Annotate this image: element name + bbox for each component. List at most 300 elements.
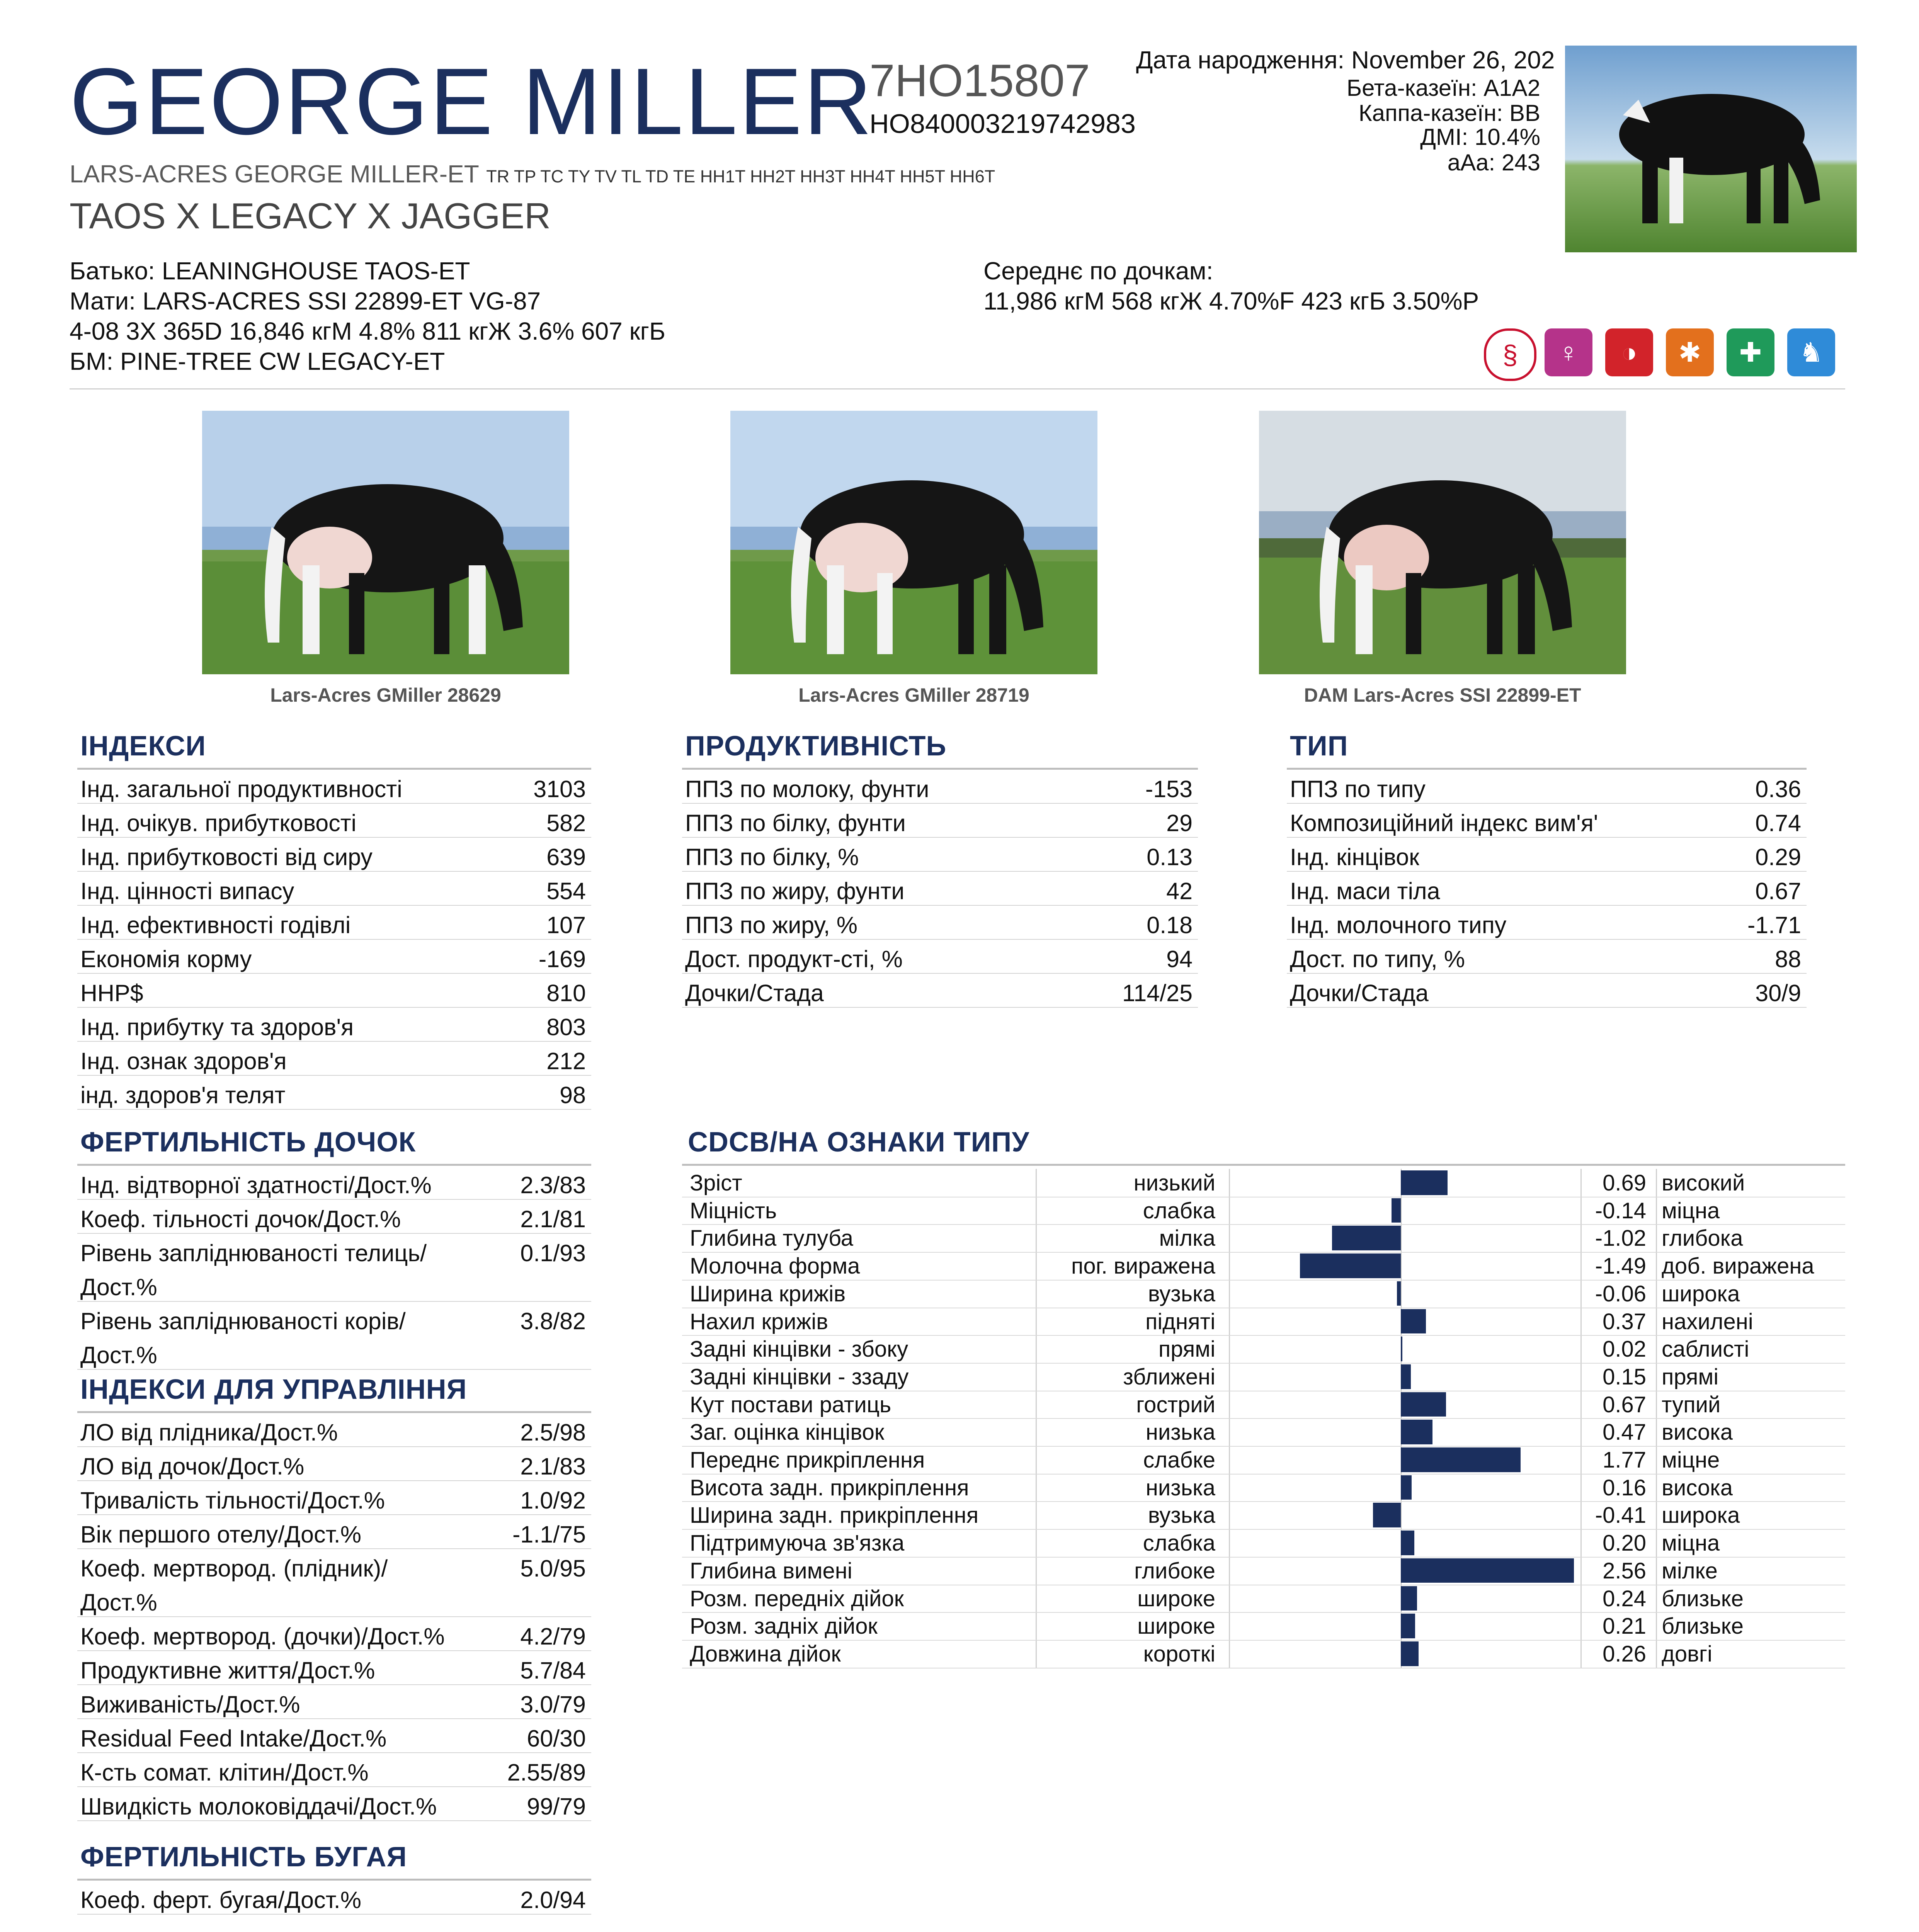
type-row-value: -1.71 <box>1747 912 1801 938</box>
type-trait-bar <box>1401 1558 1574 1583</box>
management-row-value: 99/79 <box>527 1793 586 1820</box>
header-divider <box>70 388 1845 389</box>
management-row-label: Тривалість тільності/Дост.% <box>80 1487 385 1514</box>
type-trait-bar <box>1401 1586 1417 1611</box>
indexes-row <box>80 879 586 913</box>
health-icon: ✚ <box>1727 328 1774 376</box>
production-title: ПРОДУКТИВНІСТЬ <box>685 731 947 762</box>
sire-code: 7HO15807 <box>869 55 1090 106</box>
feed-efficiency-icon: ✱ <box>1666 328 1714 376</box>
management-row-divider <box>77 1820 591 1821</box>
program-badges <box>1484 328 1847 379</box>
type-row-value: 88 <box>1775 946 1801 972</box>
type-trait-bar <box>1300 1253 1401 1278</box>
type-trait-value: -0.14 <box>1595 1198 1646 1223</box>
type-trait-value: 0.67 <box>1603 1392 1646 1417</box>
management-row-divider <box>77 1718 591 1719</box>
production-row-label: Дост. продукт-сті, % <box>685 946 903 972</box>
production-row-label: ППЗ по жиру, фунти <box>685 878 905 904</box>
fertility_daughters-row <box>80 1242 586 1310</box>
type-trait-bar <box>1401 1170 1448 1195</box>
type-row-value: 0.36 <box>1755 776 1801 802</box>
type-trait-bar <box>1401 1475 1412 1500</box>
production-row-label: ППЗ по молоку, фунти <box>685 776 929 802</box>
indexes-row-value: 810 <box>546 980 586 1006</box>
management-row <box>80 1489 586 1523</box>
type-trait-row-divider <box>682 1252 1845 1253</box>
type-trait-row-divider <box>682 1612 1845 1613</box>
indexes-row-divider <box>77 871 591 872</box>
select-sires-icon: § <box>1484 328 1536 381</box>
type-trait-high-label: прямі <box>1662 1364 1719 1389</box>
production-row-value: 114/25 <box>1122 980 1193 1006</box>
production-row-label: ППЗ по білку, фунти <box>685 810 906 836</box>
fertility_daughters-rule <box>77 1164 591 1166</box>
sire-name: GEORGE MILLER <box>70 48 874 154</box>
type-row-label: Дост. по типу, % <box>1290 946 1465 972</box>
production-row-divider <box>682 973 1198 974</box>
type-trait-bar <box>1401 1531 1414 1555</box>
type-trait-high-label: нахилені <box>1662 1309 1753 1334</box>
type-trait-high-label: широка <box>1662 1503 1740 1528</box>
indexes-row-divider <box>77 1075 591 1076</box>
production-row <box>685 811 1193 845</box>
daughter-photo-2 <box>730 411 1097 674</box>
management-row-value: 1.0/92 <box>520 1487 586 1514</box>
type-row-divider <box>1287 871 1807 872</box>
female-icon: ♀ <box>1545 328 1592 376</box>
mgs-line: БМ: PINE-TREE CW LEGACY-ET <box>70 347 445 375</box>
type-trait-low-label: широке <box>1137 1586 1215 1611</box>
type-trait-high-label: довгі <box>1662 1641 1712 1667</box>
indexes-row-label: інд. здоров'я телят <box>80 1082 286 1108</box>
type-trait-value: -1.02 <box>1595 1226 1646 1251</box>
management-row-value: 5.7/84 <box>520 1657 586 1684</box>
type-trait-low-label: пог. виражена <box>1071 1253 1215 1279</box>
production-row <box>685 845 1193 879</box>
production-row <box>685 981 1193 1015</box>
indexes-row-divider <box>77 939 591 940</box>
type-row <box>1290 913 1801 947</box>
type-trait-bar <box>1401 1309 1426 1334</box>
production-row-label: ППЗ по жиру, % <box>685 912 858 938</box>
type-trait-low-label: гострий <box>1136 1392 1215 1417</box>
type-trait-name: Кут постави ратиць <box>690 1392 891 1417</box>
type-trait-low-label: слабка <box>1143 1198 1215 1223</box>
indexes-row-label: Інд. ефективності годівлі <box>80 912 351 938</box>
type-rule <box>1287 768 1807 770</box>
management-row-label: Residual Feed Intake/Дост.% <box>80 1725 387 1752</box>
indexes-row-divider <box>77 803 591 804</box>
type-trait-name: Міцність <box>690 1198 777 1223</box>
fertility_daughters-row-divider <box>77 1199 591 1200</box>
type-trait-row-divider <box>682 1501 1845 1502</box>
type-trait-low-label: підняті <box>1145 1309 1215 1334</box>
fertility_daughters-row-value: 0.1/93 <box>520 1240 586 1266</box>
indexes-row-divider <box>77 973 591 974</box>
birth-date: Дата народження: November 26, 202 <box>1136 46 1555 74</box>
indexes-rule <box>77 768 591 770</box>
type-trait-bar <box>1392 1198 1401 1223</box>
fertility_daughters-row-divider <box>77 1301 591 1302</box>
type-row <box>1290 845 1801 879</box>
type-trait-bar <box>1332 1226 1401 1250</box>
production-row <box>685 913 1193 947</box>
production-row-divider <box>682 871 1198 872</box>
indexes-row-value: 639 <box>546 844 586 870</box>
type-row-value: 0.74 <box>1755 810 1801 836</box>
type-trait-high-label: близьке <box>1662 1586 1744 1611</box>
indexes-row <box>80 947 586 981</box>
type-trait-low-label: вузька <box>1148 1503 1215 1528</box>
calving-ease-icon: ◑ <box>1605 328 1653 376</box>
fertility_daughters-row-divider <box>77 1369 591 1370</box>
type-trait-value: 2.56 <box>1603 1558 1646 1583</box>
management-row-divider <box>77 1446 591 1447</box>
bull-photo <box>1565 46 1857 252</box>
type-trait-high-label: міцне <box>1662 1447 1720 1473</box>
type-row-label: Дочки/Стада <box>1290 980 1429 1006</box>
indexes-row-value: 212 <box>546 1048 586 1074</box>
management-row-divider <box>77 1684 591 1685</box>
daughters-average-label: Середнє по дочкам: <box>983 257 1213 285</box>
management-row-value: 60/30 <box>527 1725 586 1752</box>
cow-icon: ♞ <box>1787 328 1835 376</box>
indexes-row-value: 582 <box>546 810 586 836</box>
type-trait-row-divider <box>682 1335 1845 1336</box>
production-row <box>685 947 1193 981</box>
type-trait-row-divider <box>682 1640 1845 1641</box>
fertility_daughters-row-divider <box>77 1233 591 1234</box>
type-trait-bar <box>1401 1447 1521 1472</box>
production-row-label: ППЗ по білку, % <box>685 844 859 870</box>
type-trait-low-label: вузька <box>1148 1281 1215 1306</box>
type-trait-row-divider <box>682 1363 1845 1364</box>
registration-number: HO840003219742983 <box>869 109 1136 139</box>
management-row <box>80 1421 586 1455</box>
management-row-label: Вік першого отелу/Дост.% <box>80 1521 361 1548</box>
management-row-label: Виживаність/Дост.% <box>80 1691 300 1718</box>
type-row <box>1290 947 1801 981</box>
management-row-label-2: Дост.% <box>80 1589 157 1616</box>
type-trait-bar <box>1401 1641 1419 1666</box>
indexes-row <box>80 1083 586 1117</box>
type-trait-low-label: глибоке <box>1134 1558 1215 1583</box>
indexes-row-label: Інд. прибутковості від сиру <box>80 844 373 870</box>
management-row-value: 2.55/89 <box>507 1759 586 1786</box>
type-trait-high-label: міцна <box>1662 1531 1720 1556</box>
indexes-row-value: 554 <box>546 878 586 904</box>
fertility_daughters-row <box>80 1310 586 1378</box>
type-trait-name: Нахил крижів <box>690 1309 829 1334</box>
photo-caption-2: Lars-Acres GMiller 28719 <box>798 684 1029 706</box>
type-trait-row-divider <box>682 1224 1845 1225</box>
type-trait-high-label: високий <box>1662 1170 1745 1196</box>
management-row-divider <box>77 1480 591 1481</box>
fertility_bull-rule <box>77 1879 591 1881</box>
cow-photo-image-2 <box>730 411 1097 674</box>
management-row-divider <box>77 1650 591 1651</box>
production-row-value: 29 <box>1166 810 1193 836</box>
type-row-value: 0.67 <box>1755 878 1801 904</box>
management-title: ІНДЕКСИ ДЛЯ УПРАВЛІННЯ <box>80 1374 467 1405</box>
management-row-label: Продуктивне життя/Дост.% <box>80 1657 375 1684</box>
indexes-row-divider <box>77 1041 591 1042</box>
type-trait-value: 0.15 <box>1603 1364 1646 1389</box>
indexes-row-label: Інд. цінності випасу <box>80 878 294 904</box>
type-trait-name: Глибина тулуба <box>690 1226 853 1251</box>
indexes-row-divider <box>77 905 591 906</box>
fertility_bull-row-label: Коеф. ферт. бугая/Дост.% <box>80 1887 361 1913</box>
type-trait-row-divider <box>682 1280 1845 1281</box>
management-row-label: Коеф. мертвород. (дочки)/Дост.% <box>80 1623 445 1650</box>
management-row-value: -1.1/75 <box>512 1521 586 1548</box>
indexes-row-value: -169 <box>538 946 586 972</box>
type-trait-name: Молочна форма <box>690 1253 860 1279</box>
type-row <box>1290 879 1801 913</box>
type-trait-bar <box>1397 1281 1401 1306</box>
type-trait-high-label: міцна <box>1662 1198 1720 1223</box>
fertility_daughters-row-label: Рівень запліднюваності корів/ <box>80 1308 406 1334</box>
fertility_daughters-title: ФЕРТИЛЬНІСТЬ ДОЧОК <box>80 1127 416 1158</box>
indexes-row <box>80 981 586 1015</box>
type-trait-value: 0.47 <box>1603 1420 1646 1445</box>
indexes-row-divider <box>77 1109 591 1110</box>
management-row <box>80 1557 586 1625</box>
type-row-label: Інд. маси тіла <box>1290 878 1440 904</box>
type-trait-bar <box>1373 1503 1401 1527</box>
type-row-label: Інд. молочного типу <box>1290 912 1507 938</box>
production-row-label: Дочки/Стада <box>685 980 824 1006</box>
indexes-row-value: 3103 <box>533 776 586 802</box>
fertility_bull-title: ФЕРТИЛЬНІСТЬ БУГАЯ <box>80 1842 407 1872</box>
management-row <box>80 1625 586 1659</box>
type-trait-high-label: висока <box>1662 1420 1733 1445</box>
type-trait-bar <box>1401 1337 1402 1361</box>
indexes-title: ІНДЕКСИ <box>80 731 206 762</box>
full-name: LARS-ACRES GEORGE MILLER-ET <box>70 160 479 188</box>
cow-photo-image-3 <box>1259 411 1626 674</box>
type-traits-title: CDCB/НА ОЗНАКИ ТИПУ <box>688 1127 1030 1158</box>
dam-photo <box>1259 411 1626 674</box>
fertility_daughters-row <box>80 1173 586 1208</box>
type-row-divider <box>1287 803 1807 804</box>
full-name-line <box>70 162 995 187</box>
type-trait-name: Розм. передніх дійок <box>690 1586 904 1611</box>
production-row-value: 0.18 <box>1147 912 1193 938</box>
indexes-row <box>80 913 586 947</box>
management-row-divider <box>77 1548 591 1549</box>
fertility_daughters-row <box>80 1208 586 1242</box>
fertility_daughters-row-value: 2.3/83 <box>520 1172 586 1198</box>
type-trait-name: Ширина крижів <box>690 1281 846 1306</box>
management-row <box>80 1795 586 1829</box>
management-row-divider <box>77 1786 591 1787</box>
type-trait-bar <box>1401 1392 1446 1417</box>
type-trait-value: -0.06 <box>1595 1281 1646 1306</box>
dam-line: Мати: LARS-ACRES SSI 22899-ET VG-87 <box>70 287 541 315</box>
type-trait-high-label: близьке <box>1662 1614 1744 1639</box>
bull-photo-image <box>1565 46 1857 252</box>
production-row-divider <box>682 905 1198 906</box>
type-trait-value: 0.37 <box>1603 1309 1646 1334</box>
type-trait-high-label: саблисті <box>1662 1337 1749 1362</box>
type-row-divider <box>1287 939 1807 940</box>
type-row-divider <box>1287 1007 1807 1008</box>
type-row-divider <box>1287 905 1807 906</box>
type-trait-name: Розм. задніх дійок <box>690 1614 878 1639</box>
indexes-row-label: HHP$ <box>80 980 143 1006</box>
indexes-row-value: 803 <box>546 1014 586 1040</box>
type-trait-value: 0.20 <box>1603 1531 1646 1556</box>
dmi: ДМІ: 10.4% <box>1420 124 1540 150</box>
type-trait-row-divider <box>682 1418 1845 1419</box>
indexes-row-value: 98 <box>560 1082 586 1108</box>
indexes-row-value: 107 <box>546 912 586 938</box>
management-row <box>80 1523 586 1557</box>
type-trait-name: Глибина вимені <box>690 1558 852 1583</box>
type-row <box>1290 811 1801 845</box>
indexes-row-label: Інд. прибутку та здоров'я <box>80 1014 354 1040</box>
indexes-row <box>80 777 586 811</box>
production-rule <box>682 768 1198 770</box>
type-trait-value: -0.41 <box>1595 1503 1646 1528</box>
type-trait-high-label: висока <box>1662 1475 1733 1500</box>
management-row-value: 2.1/83 <box>520 1453 586 1480</box>
type-trait-name: Задні кінцівки - ззаду <box>690 1364 909 1389</box>
fertility_bull-row-divider <box>77 1914 591 1915</box>
type-trait-high-label: мілке <box>1662 1558 1718 1583</box>
management-row <box>80 1727 586 1761</box>
pedigree-line: TAOS X LEGACY X JAGGER <box>70 196 551 236</box>
type-trait-high-label: глибока <box>1662 1226 1743 1251</box>
management-row-value: 5.0/95 <box>520 1555 586 1582</box>
type-row-divider <box>1287 837 1807 838</box>
type-trait-row-divider <box>682 1557 1845 1558</box>
type-row-value: 30/9 <box>1755 980 1801 1006</box>
type-trait-name: Переднє прикріплення <box>690 1447 925 1473</box>
type-trait-low-label: слабка <box>1143 1531 1215 1556</box>
management-row-divider <box>77 1514 591 1515</box>
production-row-divider <box>682 837 1198 838</box>
type-row-divider <box>1287 973 1807 974</box>
type-trait-high-label: тупий <box>1662 1392 1721 1417</box>
photo-caption-1: Lars-Acres GMiller 28629 <box>270 684 501 706</box>
indexes-row <box>80 845 586 879</box>
management-row-divider <box>77 1752 591 1753</box>
production-row-value: 94 <box>1166 946 1193 972</box>
type-trait-value: 0.02 <box>1603 1337 1646 1362</box>
kappa-casein: Каппа-казеїн: BB <box>1358 100 1540 126</box>
type-trait-low-label: слабке <box>1143 1447 1215 1473</box>
type-row <box>1290 777 1801 811</box>
production-row-value: 0.13 <box>1147 844 1193 870</box>
production-row-value: 42 <box>1166 878 1193 904</box>
type-row <box>1290 981 1801 1015</box>
indexes-row-label: Інд. очікув. прибутковості <box>80 810 357 836</box>
type-traits-rule <box>682 1164 1845 1166</box>
management-row <box>80 1693 586 1727</box>
management-row <box>80 1659 586 1693</box>
type-trait-bar <box>1401 1420 1432 1444</box>
cow-photo-image-1 <box>202 411 569 674</box>
type-trait-value: 0.21 <box>1603 1614 1646 1639</box>
sire-line: Батько: LEANINGHOUSE TAOS-ET <box>70 257 470 285</box>
type-trait-low-label: мілка <box>1159 1226 1215 1251</box>
indexes-row <box>80 1015 586 1049</box>
management-row <box>80 1761 586 1795</box>
management-row-label: ЛО від дочок/Дост.% <box>80 1453 305 1480</box>
indexes-row <box>80 1049 586 1083</box>
fertility_daughters-row-value: 2.1/81 <box>520 1206 586 1232</box>
genetic-codes: TR TP TC TY TV TL TD TE HH1T HH2T HH3T HH4T HH5T HH6T <box>486 167 995 186</box>
fertility_daughters-row-label: Інд. відтворної здатності/Дост.% <box>80 1172 432 1198</box>
type-trait-value: 0.24 <box>1603 1586 1646 1611</box>
fertility_daughters-row-label: Коеф. тільності дочок/Дост.% <box>80 1206 401 1232</box>
production-row <box>685 777 1193 811</box>
type-trait-low-label: зближені <box>1123 1364 1215 1389</box>
fertility_daughters-row-label: Рівень запліднюваності телиць/ <box>80 1240 427 1266</box>
indexes-row-label: Економія корму <box>80 946 252 972</box>
type-trait-low-label: низька <box>1145 1420 1215 1445</box>
fertility_bull-row-value: 2.0/94 <box>520 1887 586 1913</box>
type-trait-value: 0.69 <box>1603 1170 1646 1196</box>
production-row-value: -153 <box>1145 776 1193 802</box>
type-trait-row-divider <box>682 1529 1845 1530</box>
type-trait-name: Висота задн. прикріплення <box>690 1475 969 1500</box>
indexes-row-divider <box>77 1007 591 1008</box>
type-trait-value: 1.77 <box>1603 1447 1646 1473</box>
type-row-value: 0.29 <box>1755 844 1801 870</box>
fertility_bull-row <box>80 1888 586 1922</box>
indexes-row-divider <box>77 837 591 838</box>
indexes-row <box>80 811 586 845</box>
management-row-label: К-сть сомат. клітин/Дост.% <box>80 1759 369 1786</box>
type-trait-name: Ширина задн. прикріплення <box>690 1503 979 1528</box>
type-trait-high-label: доб. виражена <box>1662 1253 1814 1279</box>
production-row-divider <box>682 1007 1198 1008</box>
management-row-label: Коеф. мертвород. (плідник)/ <box>80 1555 388 1582</box>
type-trait-low-label: прямі <box>1158 1337 1215 1362</box>
type-row-label: Композиційний індекс вим'я' <box>1290 810 1598 836</box>
type-row-label: ППЗ по типу <box>1290 776 1426 802</box>
management-row-value: 2.5/98 <box>520 1419 586 1446</box>
type-trait-row-divider <box>682 1446 1845 1447</box>
type-trait-low-label: низька <box>1145 1475 1215 1500</box>
beta-casein: Бета-казеїн: A1A2 <box>1346 75 1540 101</box>
fertility_daughters-row-label-2: Дост.% <box>80 1274 157 1300</box>
type-title: ТИП <box>1290 731 1348 762</box>
management-rule <box>77 1411 591 1413</box>
management-row-label: Швидкість молоковіддачі/Дост.% <box>80 1793 437 1820</box>
type-trait-bar <box>1401 1364 1411 1389</box>
management-row-label: ЛО від плідника/Дост.% <box>80 1419 338 1446</box>
type-trait-bar <box>1401 1614 1415 1638</box>
management-row-value: 3.0/79 <box>520 1691 586 1718</box>
type-trait-name: Зріст <box>690 1170 742 1196</box>
daughters-average: 11,986 кгМ 568 кгЖ 4.70%F 423 кгБ 3.50%P <box>983 287 1479 315</box>
type-trait-row-divider <box>682 1474 1845 1475</box>
type-trait-name: Довжина дійок <box>690 1641 841 1667</box>
management-row-divider <box>77 1616 591 1617</box>
aaa-code: aAa: 243 <box>1447 150 1540 175</box>
type-trait-name: Підтримуюча зв'язка <box>690 1531 905 1556</box>
type-trait-low-label: короткі <box>1143 1641 1215 1667</box>
type-trait-value: -1.49 <box>1595 1253 1646 1279</box>
type-row-label: Інд. кінцівок <box>1290 844 1419 870</box>
type-trait-value: 0.26 <box>1603 1641 1646 1667</box>
type-trait-low-label: широке <box>1137 1614 1215 1639</box>
